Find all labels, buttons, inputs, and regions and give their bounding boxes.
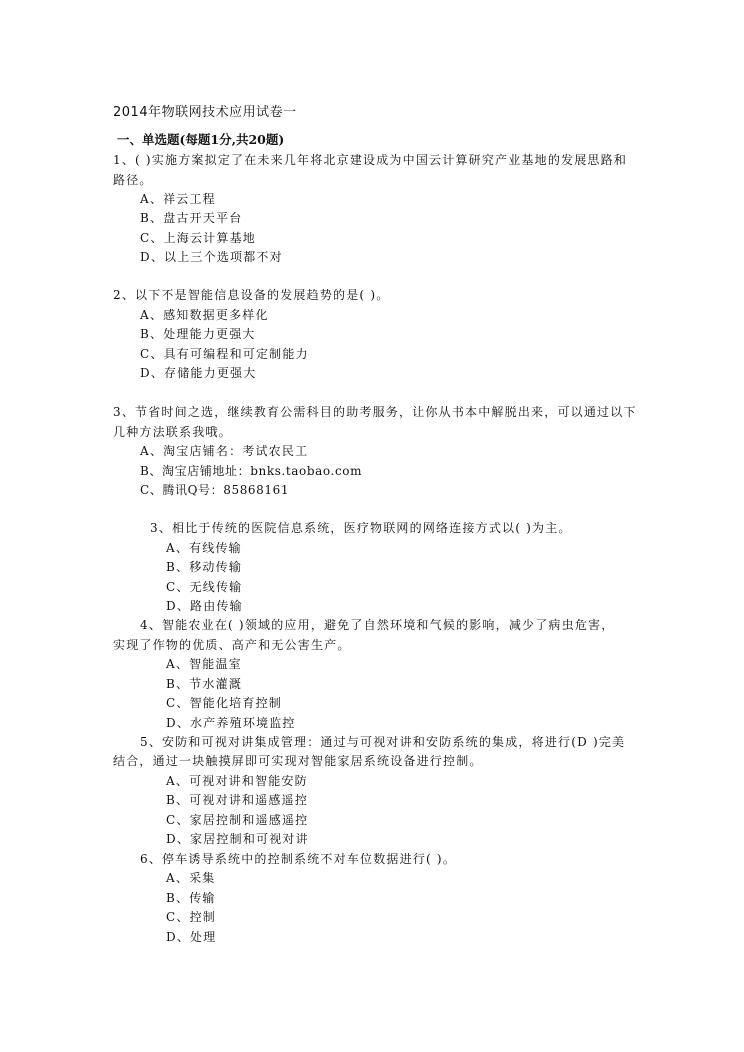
q4-stem-line2: 实现了作物的优质、高产和无公害生产。 bbox=[113, 638, 351, 652]
q3-option-c: C、无线传输 bbox=[166, 580, 243, 594]
q3-ad-option-b: B、淘宝店铺地址：bnks.taobao.com bbox=[140, 464, 363, 478]
document-title: 2014年物联网技术应用试卷一 bbox=[113, 105, 297, 120]
q5-stem-line1: 5、安防和可视对讲集成管理：通过与可视对讲和安防系统的集成，将进行(D )完美 bbox=[140, 735, 626, 749]
q3-option-d: D、路由传输 bbox=[166, 599, 243, 613]
q6-option-b: B、传输 bbox=[166, 891, 216, 905]
q1-option-a: A、祥云工程 bbox=[140, 192, 216, 206]
q3-ad-option-a: A、淘宝店铺名：考试农民工 bbox=[140, 444, 309, 458]
q3-option-b: B、移动传输 bbox=[166, 560, 243, 574]
q6-option-a: A、采集 bbox=[166, 871, 216, 885]
q5-stem-line2: 结合，通过一块触摸屏即可实现对智能家居系统设备进行控制。 bbox=[113, 754, 483, 768]
q1-option-b: B、盘古开天平台 bbox=[140, 211, 243, 225]
q4-option-d: D、水产养殖环境监控 bbox=[166, 716, 296, 730]
q5-option-c: C、家居控制和遥感遥控 bbox=[166, 813, 309, 827]
q5-option-d: D、家居控制和可视对讲 bbox=[166, 832, 309, 846]
q3-ad-stem-line1: 3、节省时间之选，继续教育公需科目的助考服务，让你从书本中解脱出来，可以通过以下 bbox=[113, 405, 637, 419]
q1-option-c: C、上海云计算基地 bbox=[140, 231, 256, 245]
q6-stem: 6、停车诱导系统中的控制系统不对车位数据进行( )。 bbox=[140, 852, 457, 866]
q4-stem-line1: 4、智能农业在( )领域的应用，避免了自然环境和气候的影响，减少了病虫危害， bbox=[140, 618, 615, 632]
q2-option-c: C、具有可编程和可定制能力 bbox=[140, 347, 309, 361]
q6-option-d: D、处理 bbox=[166, 930, 217, 944]
q6-option-c: C、控制 bbox=[166, 910, 216, 924]
q3-option-a: A、有线传输 bbox=[166, 541, 242, 555]
q5-option-a: A、可视对讲和智能安防 bbox=[166, 774, 308, 788]
q5-option-b: B、可视对讲和遥感遥控 bbox=[166, 793, 309, 807]
q1-stem-line1: 1、( )实施方案拟定了在未来几年将北京建设成为中国云计算研究产业基地的发展思路和 bbox=[113, 153, 628, 167]
q3-stem: 3、相比于传统的医院信息系统，医疗物联网的网络连接方式以( )为主。 bbox=[150, 521, 572, 535]
q2-option-d: D、存储能力更强大 bbox=[140, 366, 257, 380]
q4-option-b: B、节水灌溉 bbox=[166, 677, 243, 691]
q3-ad-option-c: C、腾讯Q号：85868161 bbox=[140, 483, 290, 497]
q1-option-d: D、以上三个选项都不对 bbox=[140, 250, 283, 264]
q2-option-b: B、处理能力更强大 bbox=[140, 327, 256, 341]
q2-stem: 2、以下不是智能信息设备的发展趋势的是( )。 bbox=[113, 288, 390, 302]
q4-option-c: C、智能化培育控制 bbox=[166, 696, 282, 710]
q4-option-a: A、智能温室 bbox=[166, 657, 242, 671]
q1-stem-line2: 路径。 bbox=[113, 173, 153, 187]
q2-option-a: A、感知数据更多样化 bbox=[140, 308, 269, 322]
section-heading: 一、单选题(每题1分,共20题) bbox=[117, 132, 285, 147]
q3-ad-stem-line2: 几种方法联系我哦。 bbox=[113, 425, 232, 439]
